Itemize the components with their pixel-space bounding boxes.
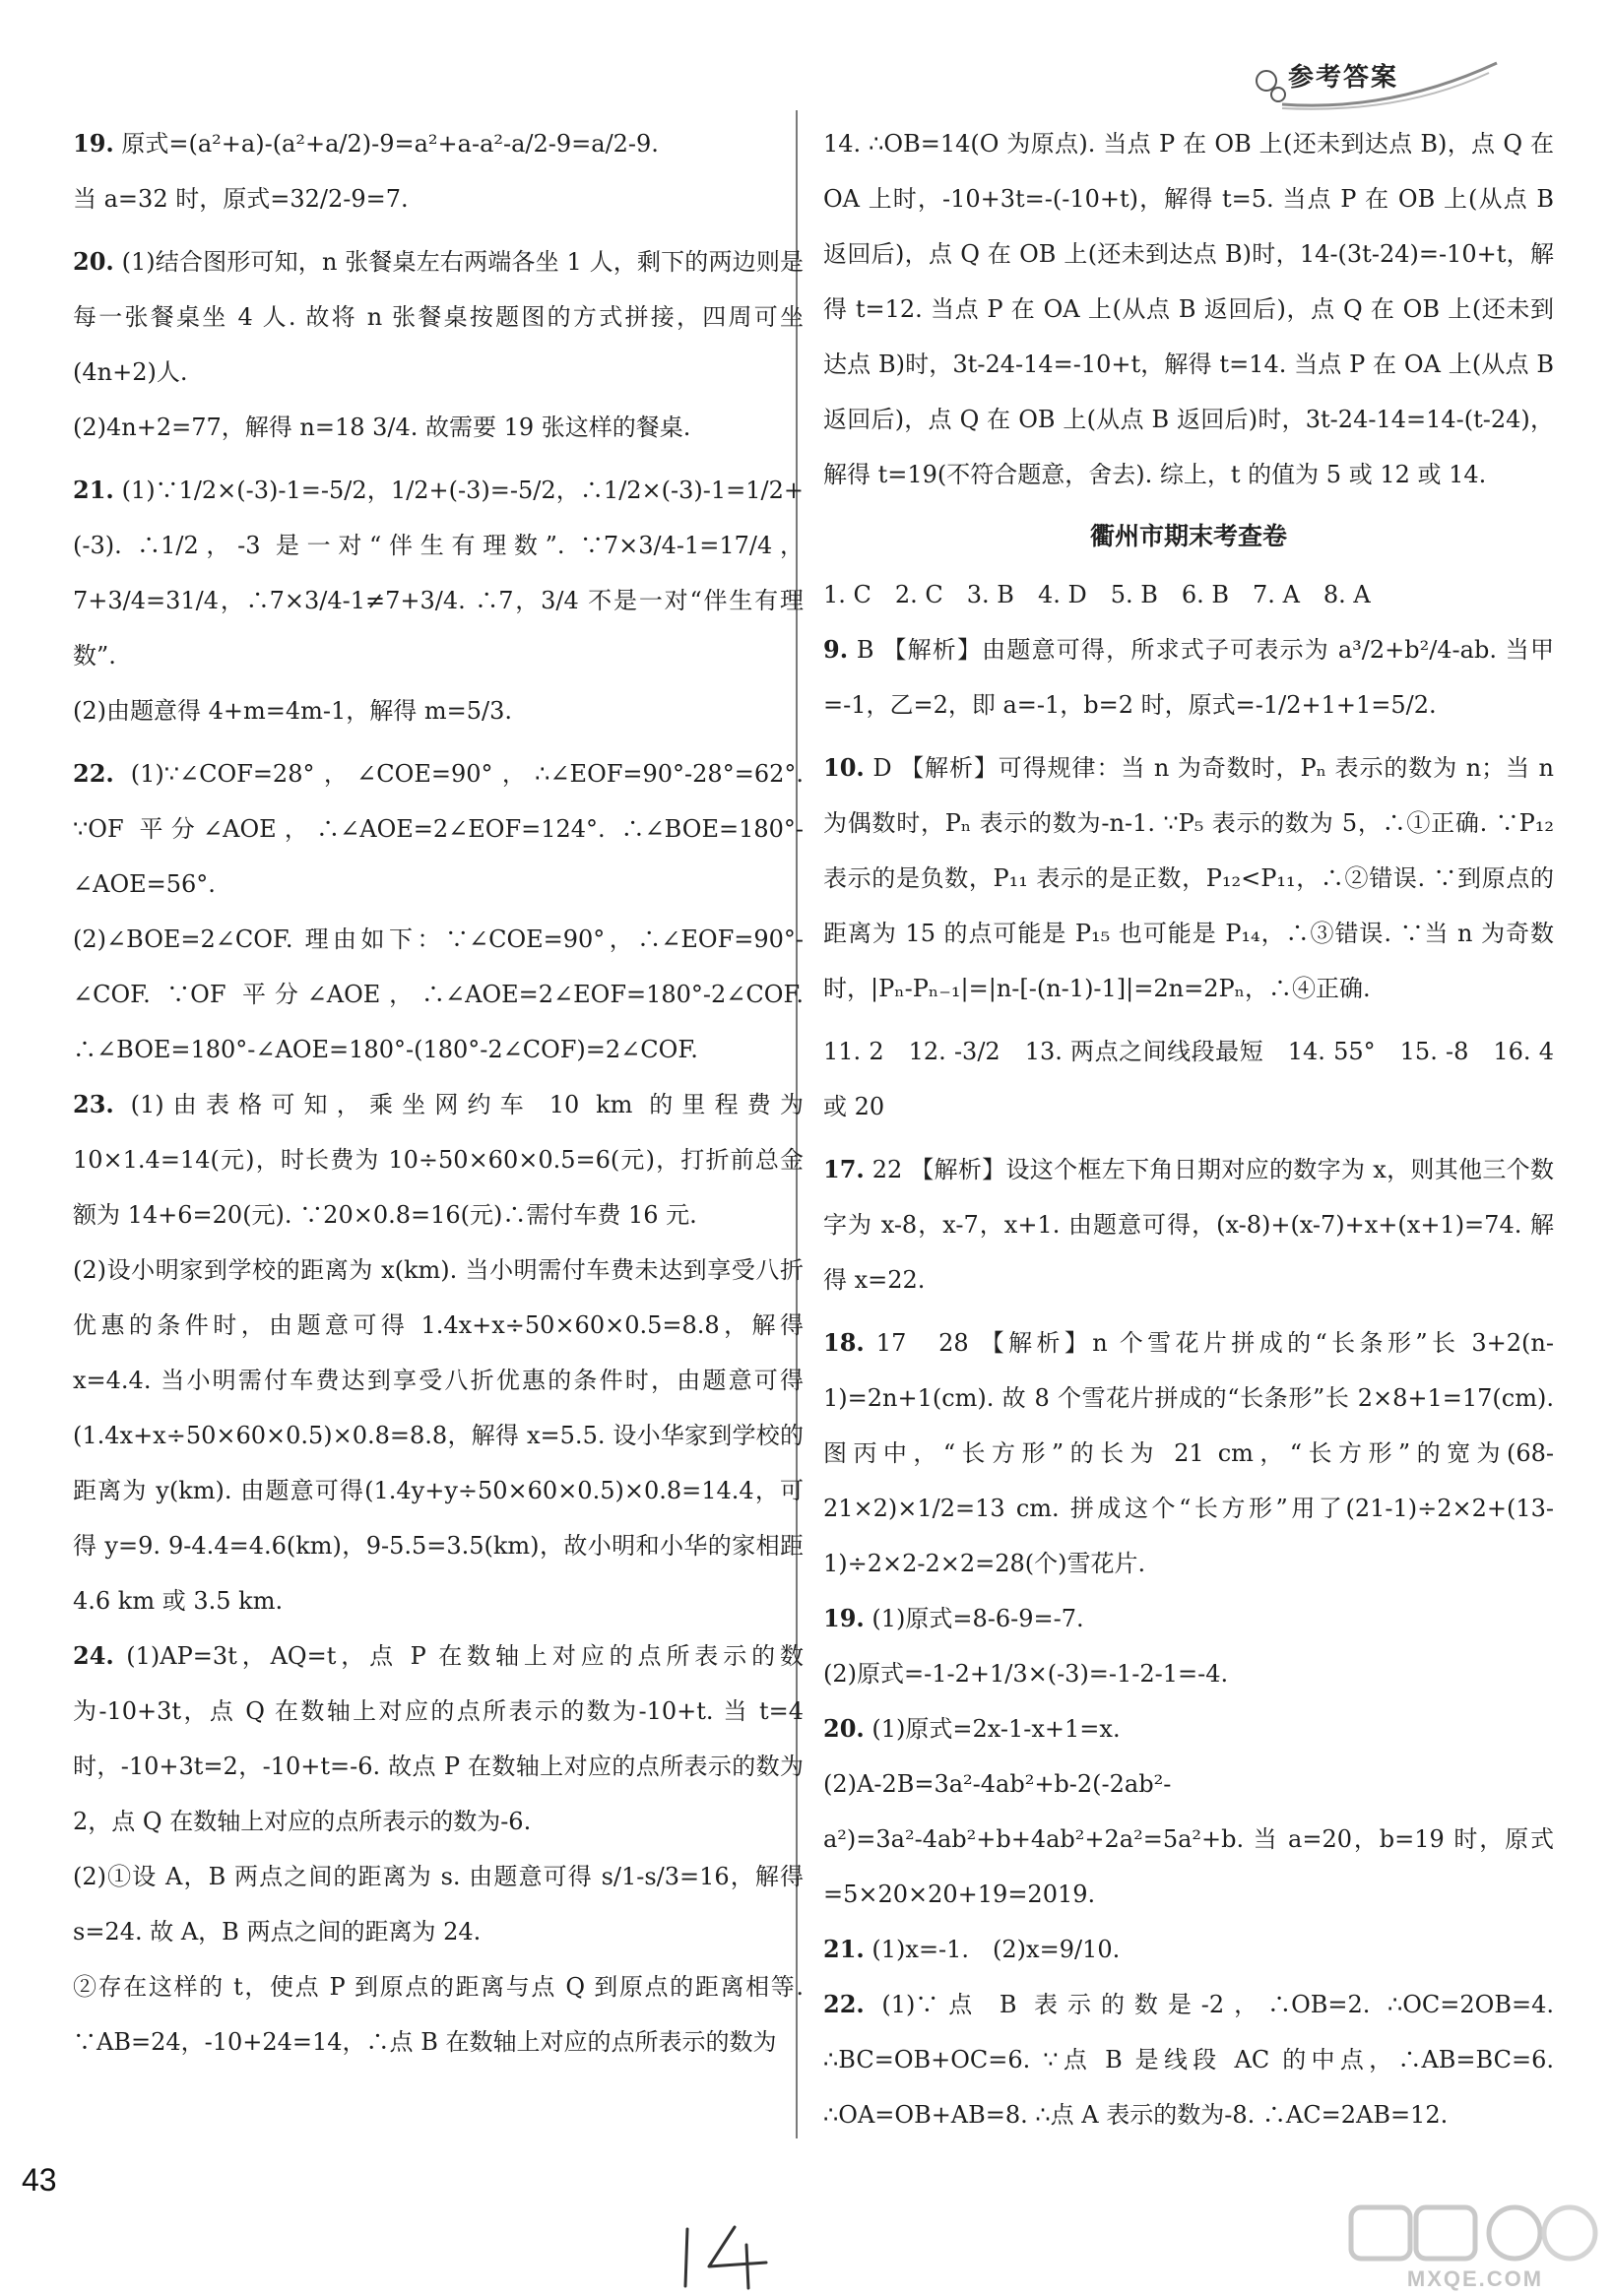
right-column [823, 116, 1554, 2142]
handwritten-note [676, 2223, 784, 2292]
answer-19-r: 19. (1)原式=8-6-9=-7. [823, 1604, 1084, 1632]
answer-24-c: ②存在这样的 t，使点 P 到原点的距离与点 Q 到原点的距离相等. ∵AB=24，-10+24=14，∴点 B 在数轴上对应的点所表示的数为 [73, 1973, 804, 2056]
answer-23-b: (2)设小明家到学校的距离为 x(km). 当小明需付车费未达到享受八折优惠的条件时，由题意可得 1.4x+x÷50×60×0.5=8.8，解得 x=4.4. 当小明需付车费达到享受八折优惠的条件时，由题意可得(1.4x+x÷50×60×0.5)×0.8=8.8，解得 x=5.5. 设小华家到学校的距离为 y(km). 由题意可得(1.4y+y÷50×60×0.5)×0.8=14.4，可得 y=9. 9-4.4=4.6(km)，9-5.5=3.5(km)，故小明和小华的家相距 4.6 km 或 3.5 km. [73, 1256, 804, 1615]
answer-22: 22. (1)∵∠COF=28°，∠COE=90°，∴∠EOF=90°-28°=62°. ∵OF 平分∠AOE，∴∠AOE=2∠EOF=124°. ∴∠BOE=180°-∠AOE=56°. [73, 759, 804, 898]
answer-21: 21. (1)∵1/2×(-3)-1=-5/2，1/2+(-3)=-5/2，∴1/2×(-3)-1=1/2+(-3). ∴1/2，-3 是一对“伴生有理数”. ∵7×3/4-1=17/4，7+3/4=31/4，∴7×3/4-1≠7+3/4. ∴7，3/4 不是一对“伴生有理数”. [73, 476, 804, 670]
section-title: 衢州市期末考查卷 [1089, 522, 1287, 550]
answer-24-continued: 14. ∴OB=14(O 为原点). 当点 P 在 OB 上(还未到达点 B)，点 Q 在 OA 上时，-10+3t=-(-10+t)，解得 t=5. 当点 P 在 OB 上(从点 B 返回后)，点 Q 在 OB 上(还未到达点 B)时，14-(3t-24)=-10+t，解得 t=12. 当点 P 在 OA 上(从点 B 返回后)，点 Q 在 OB 上(还未到达点 B)时，3t-24-14=-10+t，解得 t=14. 当点 P 在 OA 上(从点 B 返回后)，点 Q 在 OB 上(从点 B 返回后)时，3t-24-14=14-(t-24)，解得 t=19(不符合题意，舍去). 综上，t 的值为 5 或 12 或 14. [823, 130, 1554, 488]
answer-18: 18. 17 28 【解析】n 个雪花片拼成的“长条形”长 3+2(n-1)=2n+1(cm). 故 8 个雪花片拼成的“长条形”长 2×8+1=17(cm). 图丙中，“长方形”的长为 21 cm，“长方形”的宽为(68-21×2)×1/2=13 cm. 拼成这个“长方形”用了(21-1)÷2×2+(13-1)÷2×2-2×2=28(个)雪花片. [823, 1328, 1554, 1577]
answer-22-r: 22. (1)∵点 B 表示的数是-2，∴OB=2. ∴OC=2OB=4. ∴BC=OB+OC=6. ∵点 B 是线段 AC 的中点，∴AB=BC=6. ∴OA=OB+AB=8. ∴点 A 表示的数为-8. ∴AC=2AB=12. [823, 1990, 1554, 2129]
answer-17: 17. 22 【解析】设这个框左下角日期对应的数字为 x，则其他三个数字为 x-8，x-7，x+1. 由题意可得，(x-8)+(x-7)+x+(x+1)=74. 解得 x=22. [823, 1155, 1554, 1294]
header-title: 参考答案 [1288, 63, 1399, 93]
answer-24: 24. (1)AP=3t，AQ=t，点 P 在数轴上对应的点所表示的数为-10+3t，点 Q 在数轴上对应的点所表示的数为-10+t. 当 t=4 时，-10+3t=2，-10+t=-6. 故点 P 在数轴上对应的点所表示的数为 2，点 Q 在数轴上对应的点所表示的数为-6. [73, 1641, 804, 1835]
answer-20-r: 20. (1)原式=2x-1-x+1=x. [823, 1714, 1121, 1743]
answer-20-b: (2)4n+2=77，解得 n=18 3/4. 故需要 19 张这样的餐桌. [73, 414, 691, 441]
answer-19: 19. 原式=(a²+a)-(a²+a/2)-9=a²+a-a²-a/2-9=a/2-9. [73, 129, 659, 158]
watermark-url: MXQE.COM [1406, 2266, 1544, 2291]
answer-24-b: (2)①设 A，B 两点之间的距离为 s. 由题意可得 s/1-s/3=16，解得 s=24. 故 A，B 两点之间的距离为 24. [73, 1863, 804, 1945]
answer-23: 23. (1)由表格可知，乘坐网约车 10 km 的里程费为 10×1.4=14(元)，时长费为 10÷50×60×0.5=6(元)，打折前总金额为 14+6=20(元). ∵20×0.8=16(元)∴需付车费 16 元. [73, 1090, 804, 1229]
answer-19-b: 当 a=32 时，原式=32/2-9=7. [73, 185, 409, 213]
answer-10: 10. D 【解析】可得规律：当 n 为奇数时，Pₙ 表示的数为 n；当 n 为偶数时，Pₙ 表示的数为-n-1. ∵P₅ 表示的数为 5，∴①正确. ∵P₁₂ 表示的是负数，P₁₁ 表示的是正数，P₁₂<P₁₁，∴②错误. ∵到原点的距离为 15 的点可能是 P₁₅ 也可能是 P₁₄，∴③错误. ∵当 n 为奇数时，|Pₙ-Pₙ₋₁|=|n-[-(n-1)-1]|=2n=2Pₙ，∴④正确. [823, 753, 1554, 1002]
answer-22-b: (2)∠BOE=2∠COF. 理由如下：∵∠COE=90°，∴∠EOF=90°-∠COF. ∵OF 平分∠AOE，∴∠AOE=2∠EOF=180°-2∠COF. ∴∠BOE=180°-∠AOE=180°-(180°-2∠COF)=2∠COF. [73, 925, 804, 1063]
answer-20: 20. (1)结合图形可知，n 张餐桌左右两端各坐 1 人，剩下的两边则是每一张餐桌坐 4 人. 故将 n 张餐桌按题图的方式拼接，四周可坐(4n+2)人. [73, 247, 804, 386]
watermark-logo [1347, 2201, 1605, 2292]
answers-11-16: 11. 2 12. -3/2 13. 两点之间线段最短 14. 55° 15. -8 16. 4 或 20 [823, 1038, 1554, 1120]
answer-19-r-b: (2)原式=-1-2+1/3×(-3)=-1-2-1=-4. [823, 1660, 1229, 1688]
answer-9: 9. B 【解析】由题意可得，所求式子可表示为 a³/2+b²/4-ab. 当甲=-1，乙=2，即 a=-1，b=2 时，原式=-1/2+1+1=5/2. [823, 635, 1554, 719]
answer-21-r: 21. (1)x=-1. (2)x=9/10. [823, 1935, 1121, 1963]
answer-21-b: (2)由题意得 4+m=4m-1，解得 m=5/3. [73, 697, 513, 725]
answer-20-r-b: (2)A-2B=3a²-4ab²+b-2(-2ab²-a²)=3a²-4ab²+b+4ab²+2a²=5a²+b. 当 a=20，b=19 时，原式=5×20×20+19=2019. [823, 1770, 1554, 1908]
left-column [73, 116, 804, 2070]
page-number: 43 [22, 2162, 57, 2198]
answers-1-8: 1. C 2. C 3. B 4. D 5. B 6. B 7. A 8. A [823, 581, 1371, 608]
